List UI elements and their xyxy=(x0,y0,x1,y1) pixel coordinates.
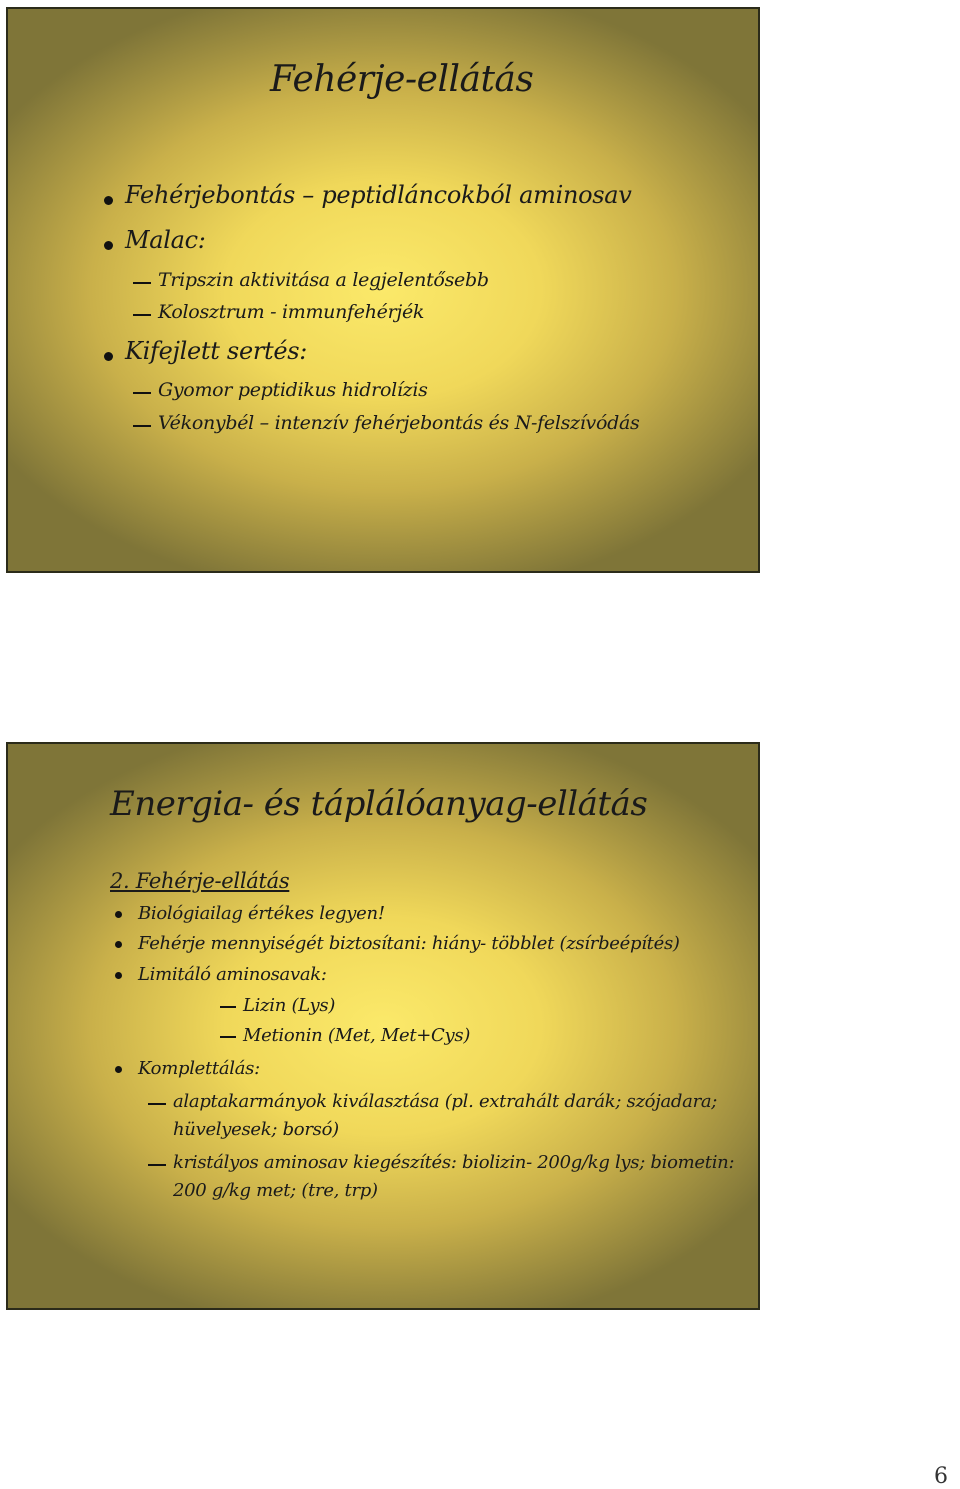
bullet-icon xyxy=(104,352,113,361)
slide1-subitem: Tripszin aktivitása a legjelentősebb xyxy=(158,269,489,291)
page-number: 6 xyxy=(934,1464,948,1489)
amino-item: Lizin (Lys) xyxy=(243,995,336,1016)
slide-protein-supply xyxy=(6,7,760,573)
slide2-bullet: Limitáló aminosavak: xyxy=(138,964,327,985)
slide1-item: Kifejlett sertés: xyxy=(125,337,308,365)
slide1-subitem: Kolosztrum - immunfehérjék xyxy=(158,301,425,323)
bullet-icon xyxy=(104,196,113,205)
complete-item: alaptakarmányok kiválasztása (pl. extrahált darák; szójadara; hüvelyesek; borsó) xyxy=(173,1091,718,1140)
bullet-icon xyxy=(115,911,122,918)
bullet-icon xyxy=(104,241,113,250)
dash-icon xyxy=(220,1036,236,1038)
slide2-bullet: Biológiailag értékes legyen! xyxy=(138,903,385,924)
bullet-icon xyxy=(115,941,122,948)
bullet-icon xyxy=(115,972,122,979)
slide-energy-nutrient-supply xyxy=(6,742,760,1310)
dash-icon xyxy=(148,1103,166,1105)
slide1-title: Fehérje-ellátás xyxy=(270,59,534,100)
bullet-icon xyxy=(115,1066,122,1073)
slide1-subitem: Vékonybél – intenzív fehérjebontás és N-felszívódás xyxy=(158,412,640,434)
slide1-item: Fehérjebontás – peptidláncokból aminosav xyxy=(125,181,632,209)
slide2-bullet: Fehérje mennyiségét biztosítani: hiány- többlet (zsírbeépítés) xyxy=(138,933,680,954)
slide2-title: Energia- és táplálóanyag-ellátás xyxy=(110,784,648,824)
amino-item: Metionin (Met, Met+Cys) xyxy=(243,1025,471,1046)
dash-icon xyxy=(133,314,151,316)
slide1-subitem: Gyomor peptidikus hidrolízis xyxy=(158,379,428,401)
dash-icon xyxy=(148,1164,166,1166)
dash-icon xyxy=(133,282,151,284)
dash-icon xyxy=(133,425,151,427)
dash-icon xyxy=(220,1006,236,1008)
complete-label: Komplettálás: xyxy=(138,1058,260,1079)
dash-icon xyxy=(133,392,151,394)
slide1-item: Malac: xyxy=(125,226,206,254)
complete-item: kristályos aminosav kiegészítés: biolizin- 200g/kg lys; biometin: 200 g/kg met; (tre, trp) xyxy=(173,1152,735,1201)
slide2-subheading: 2. Fehérje-ellátás xyxy=(110,869,290,893)
